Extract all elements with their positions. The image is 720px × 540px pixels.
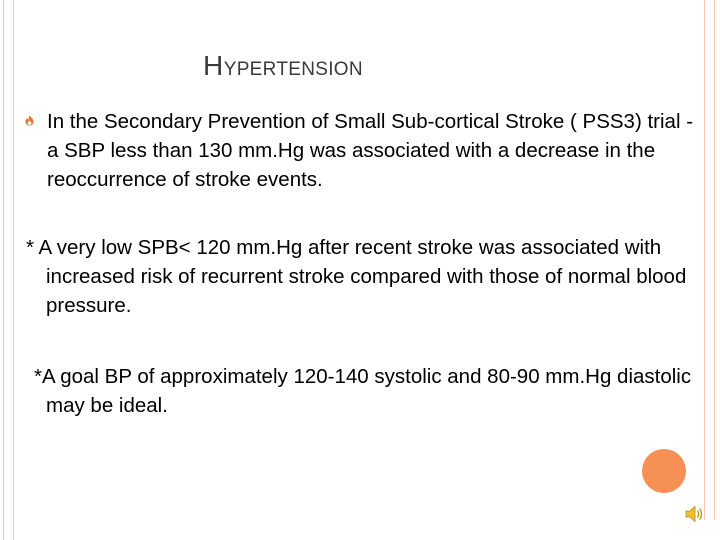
slide-border-left-outer xyxy=(3,0,4,540)
orange-circle-decoration xyxy=(642,449,686,493)
title-rest: YPERTENSION xyxy=(223,59,363,80)
paragraph-1: In the Secondary Prevention of Small Sub-cortical Stroke ( PSS3) trial - a SBP less than 130 mm.Hg was associated with a decrease in the reoccurrence of stroke events. xyxy=(47,110,694,191)
slide-title xyxy=(203,50,363,82)
title-first-letter: H xyxy=(203,50,224,81)
fire-bullet-icon xyxy=(24,115,35,126)
paragraph-3: *A goal BP of approximately 120-140 systolic and 80-90 mm.Hg diastolic may be ideal. xyxy=(34,365,692,417)
paragraph-2: * A very low SPB< 120 mm.Hg after recent stroke was associated with increased risk of recurrent stroke compared with those of normal blood pressure. xyxy=(26,236,687,317)
speaker-icon[interactable] xyxy=(684,503,706,525)
slide-border-left-inner xyxy=(13,0,14,540)
